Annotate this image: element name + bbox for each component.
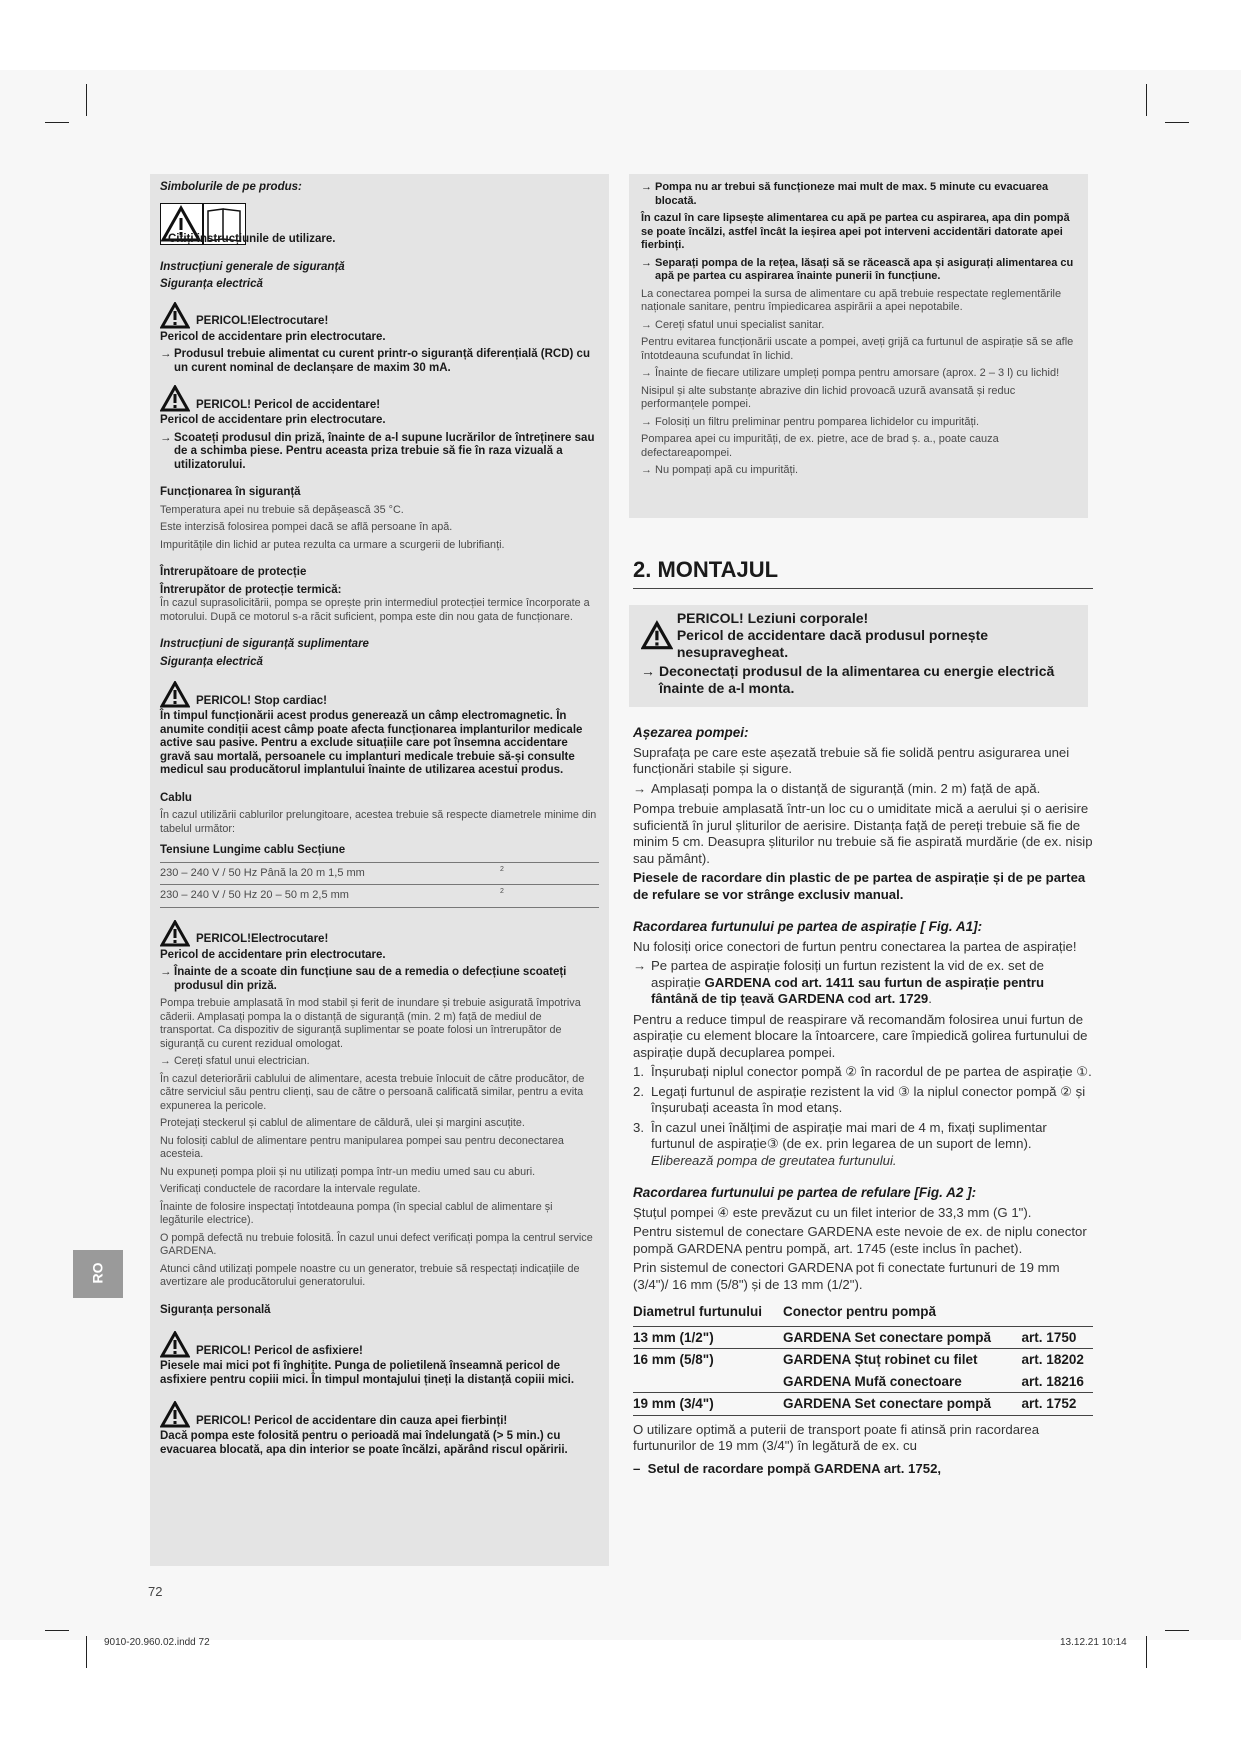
symbols-text: Citiți instrucțiunile de utilizare.: [168, 233, 336, 245]
text-italic: Eliberează pompa de greutatea furtunului.: [651, 1152, 897, 1168]
arrow-item-text: Deconectați produsul de la alimentarea cu energie electrică înainte de a-l monta.: [659, 663, 1055, 696]
warning-hot-water: [160, 1401, 599, 1428]
table-row: [633, 1326, 1093, 1349]
table-cell: art. 1750: [1022, 1326, 1093, 1349]
arrow-icon: →: [160, 348, 172, 360]
montaj-warning-box: [629, 605, 1088, 707]
safe-operation-heading: Funcționarea în siguranță: [160, 486, 301, 498]
crop-mark: [1165, 1630, 1189, 1631]
footer-filename: 9010-20.960.02.indd 72: [104, 1637, 210, 1648]
warning-triangle-icon: [160, 385, 190, 412]
paragraph: Înainte de folosire inspectați întotdeauna pompa (în special cablul de alimentare și legăturile electrice).: [160, 1200, 553, 1226]
arrow-icon: →: [641, 181, 652, 193]
warning-text: Piesele mai mici pot fi înghițite. Punga de polietilenă înseamnă pericol de asfixiere pentru copiii mici. În timpul montajului țineți la distanță copiii mici.: [160, 1360, 575, 1386]
language-label: RO: [89, 1262, 106, 1284]
paragraph: În cazul utilizării cablurilor prelungitoare, acestea trebuie să respecte diametrele minime din tabelul următor:: [160, 809, 597, 835]
arrow-item-text: Cereți sfatul unui electrician.: [174, 1055, 310, 1067]
suction-heading: Racordarea furtunului pe partea de aspirație [ Fig. A1]:: [633, 919, 983, 934]
paragraph: Impuritățile din lichid ar putea rezulta ca urmare a scurgerii de lubrifianți.: [160, 538, 505, 551]
text-bold: Setul de racordare pompă GARDENA art. 1752,: [647, 1460, 942, 1476]
switch-heading: Întrerupătoare de protecție: [160, 566, 307, 578]
table-cell: GARDENA Mufă conectoare: [783, 1371, 1022, 1393]
paragraph: Nu folosiți orice conectori de furtun pentru conectarea la partea de aspirație!: [633, 938, 1077, 954]
arrow-item: [641, 181, 1076, 208]
warning-title: PERICOL! Stop cardiac!: [196, 694, 327, 707]
paragraph: Protejați steckerul și cablul de alimentare de căldură, ulei și margini ascuțite.: [160, 1117, 525, 1129]
warning-triangle-icon: [160, 1401, 190, 1428]
right-safety-box: [629, 174, 1088, 518]
warning-asphyxia: [160, 1331, 599, 1358]
table-cell: 230 – 240 V / 50 Hz 20 – 50 m 2,5 mm: [160, 889, 349, 901]
arrow-item: [160, 432, 599, 473]
crop-mark: [86, 1636, 87, 1668]
warning-content: [677, 610, 1076, 661]
table-cell: GARDENA Ștuț robinet cu filet: [783, 1352, 978, 1367]
warning-title: PERICOL! Pericol de accidentare!: [196, 398, 381, 411]
general-heading: Instrucțiuni generale de siguranță: [160, 260, 345, 273]
table-cell: GARDENA Set conectare pompă: [783, 1326, 1022, 1349]
paragraph: În cazul deteriorării cablului de alimentare, acesta trebuie înlocuit de către producător, de către serviciul său pentru clienți, sau de către o persoană calificată similar, pentru a evita expunerea la pericole.: [160, 1072, 585, 1112]
section-title: 2. MONTAJUL: [633, 557, 1093, 589]
warning-title: PERICOL! Leziuni corporale!: [676, 610, 869, 626]
connector-table: [633, 1301, 1093, 1416]
table-header-cell: Diametrul furtunului: [633, 1301, 783, 1326]
table-row: [633, 1371, 1093, 1393]
arrow-item-text: Înainte de fiecare utilizare umpleți pompa pentru amorsare (aprox. 2 – 3 l) cu lichid!: [655, 367, 1060, 379]
table-header-cell: Conector pentru pompă: [783, 1301, 1093, 1326]
superscript: 2: [500, 865, 504, 873]
warning-text: Dacă pompa este folosită pentru o perioadă mai îndelungată (> 5 min.) cu evacuarea blocată, apa din interior se poate încălzi, apărând riscul opăririi.: [160, 1430, 568, 1456]
warning-row: [641, 610, 1076, 661]
arrow-item: [641, 416, 1076, 430]
numbered-step: 3. În cazul unei înălțimi de aspirație mai mari de 4 m, fixați suplimentar furtunul de aspirație③ (de ex. prin legarea de un suport de lemn). Eliberează pompa de greutatea furtunului.: [633, 1120, 1093, 1170]
table-cell: [633, 1371, 783, 1393]
cable-heading: Cablu: [160, 791, 192, 804]
paragraph: Pentru evitarea funcționării uscate a pompei, aveți grijă ca furtunul de aspirație să se afle întotdeauna scufundat în lichid.: [641, 336, 1074, 362]
personal-heading: Siguranța personală: [160, 1303, 271, 1316]
step-text: Înșurubați niplul conector pompă ② în racordul de pe partea de aspirație ①.: [651, 1064, 1092, 1079]
warning-electrocution-2: [160, 920, 599, 947]
arrow-item: [641, 663, 1076, 697]
arrow-item-text: Produsul trebuie alimentat cu curent printr-o siguranță diferențială (RCD) cu un curent nominal de declanșare de maxim 30 mA.: [174, 348, 590, 374]
arrow-icon: →: [641, 256, 652, 269]
paragraph: Verificați conductele de racordare la intervale regulate.: [160, 1183, 421, 1195]
table-cell: art. 18216: [1022, 1371, 1093, 1393]
warning-triangle-icon: [160, 681, 190, 708]
arrow-icon: →: [641, 415, 652, 428]
symbols-row: [160, 203, 599, 245]
crop-mark: [45, 122, 69, 123]
arrow-icon: →: [160, 966, 172, 978]
arrow-icon: →: [633, 958, 647, 973]
text: În cazul unei înălțimi de aspirație mai mari de 4 m, fixați suplimentar furtunul de aspirație③ (de ex. prin legarea de un suport de lemn).: [651, 1119, 1047, 1151]
paragraph: Pomparea apei cu impurități, de ex. pietre, ace de brad ș. a., poate cauza defectareapompei.: [641, 433, 999, 459]
paragraph: În cazul în care lipsește alimentarea cu apă pe partea cu aspirarea, apa din pompă se poate încălzi, astfel încât la ieșirea apei pot interveni accidentări datorate apei fierbinți.: [641, 212, 1070, 251]
warning-title: PERICOL! Pericol de asfixiere!: [196, 1344, 363, 1357]
arrow-item: [160, 1055, 599, 1069]
table-header-row: [633, 1301, 1093, 1326]
warning-title: PERICOL!Electrocutare!: [196, 315, 329, 327]
paragraph: Ștuțul pompei ④ este prevăzut cu un filet interior de 33,3 mm (G 1").: [633, 1204, 1032, 1220]
paragraph: Prin sistemul de conectori GARDENA pot fi conectate furtunuri de 19 mm (3/4")/ 16 mm (5/8") și de 13 mm (1/2").: [633, 1260, 1060, 1292]
arrow-item: [633, 958, 1093, 1008]
step-text: [651, 1120, 1093, 1170]
arrow-item-text: Scoateți produsul din priză, înainte de a-l supune lucrărilor de întreținere sau de a schimba piese. Pentru aceasta priza trebuie să fie în raza vizuală a utilizatorului.: [174, 431, 595, 471]
additional-electric-heading: Siguranța electrică: [160, 655, 263, 668]
warning-text: Pericol de accidentare prin electrocutare.: [160, 948, 386, 961]
paragraph: Nisipul și alte substanțe abrazive din lichid provoacă uzură avansată și reduc performanțele pompei.: [641, 384, 1016, 410]
arrow-item: [641, 464, 1076, 478]
paragraph: La conectarea pompei la sursa de alimentare cu apă trebuie respectate reglementările naționale sanitare, pentru împiedicarea aspirării a apei nepotabile.: [641, 287, 1062, 313]
numbered-step: 1. Înșurubați niplul conector pompă ② în racordul de pe partea de aspirație ①.: [633, 1064, 1092, 1079]
warning-triangle-icon: [641, 620, 673, 651]
text-bold: GARDENA cod art. 1411 sau furtun de aspirație pentru fântână de tip țeavă GARDENA cod art. 1729: [651, 974, 1045, 1006]
warning-cardiac: [160, 681, 599, 708]
arrow-item: [633, 781, 1093, 798]
arrow-item: [160, 966, 599, 993]
paragraph: Nu folosiți cablul de alimentare pentru manipularea pompei sau pentru deconectarea acesteia.: [160, 1134, 564, 1160]
arrow-icon: →: [641, 464, 652, 476]
table-cell: 13 mm (1/2"): [633, 1326, 783, 1349]
table-cell: 19 mm (3/4"): [633, 1393, 783, 1416]
place-heading: Așezarea pompei:: [633, 725, 749, 740]
warning-text: În timpul funcționării acest produs generează un câmp electromagnetic. În anumite condiții acest câmp poate afecta funcționarea implanturilor medicale active sau pasive. Pentru a exclude situațiile care pot însemna accidentare gravă sau mortală, persoanele cu implanturi medicale trebuie să-și consulte medicul sau producătorul implantului înainte de utilizarea acestui produs.: [160, 710, 583, 776]
paragraph: O pompă defectă nu trebuie folosită. În cazul unui defect verificați pompa la centrul service GARDENA.: [160, 1231, 593, 1257]
warning-electrocution-1: [160, 302, 599, 329]
table-cell: 230 – 240 V / 50 Hz Până la 20 m 1,5 mm: [160, 866, 365, 879]
paragraph: O utilizare optimă a puterii de transport poate fi atinsă prin racordarea furtunurilor de 19 mm (3/4") în legătură de ex. cu: [633, 1421, 1040, 1453]
paragraph: În cazul suprasolicitării, pompa se oprește prin intermediul protecției termice încorporate a motorului. După ce motorul s-a răcit suficient, pompa este din nou gata de funcționare.: [160, 597, 590, 623]
paragraph: Pentru sistemul de conectare GARDENA este nevoie de ex. de niplu conector pompă GARDENA pentru pompă, art. 1745 (este inclus în pachet).: [633, 1224, 1087, 1256]
footer-timestamp: 13.12.21 10:14: [1060, 1637, 1127, 1648]
arrow-icon: →: [160, 1055, 171, 1067]
arrow-item-text: Pompa nu ar trebui să funcționeze mai mult de max. 5 minute cu evacuarea blocată.: [655, 181, 1049, 207]
table-row: [633, 1393, 1093, 1416]
arrow-item-text: Nu pompați apă cu impurități.: [655, 464, 799, 476]
cable-table-header: Tensiune Lungime cablu Secțiune: [160, 844, 346, 856]
arrow-item-text: Înainte de a scoate din funcțiune sau de a remedia o defecțiune scoateți produsul din priză.: [174, 966, 567, 992]
paragraph: Pompa trebuie amplasată în mod stabil și ferit de inundare și trebuie asigurată împotriva căderii. Amplasați pompa la o distanță de siguranță (min. 2 m) față de mediul de transportat. Ca dispozitiv de siguranță suplimentar se poate folosi un întrerupător de siguranță cu curent rezidual omologat.: [160, 997, 581, 1050]
table-cell: GARDENA Set conectare pompă: [783, 1393, 1022, 1416]
warning-title: PERICOL! Pericol de accidentare din cauza apei fierbinți!: [196, 1414, 508, 1427]
crop-mark: [1165, 122, 1189, 123]
table-row: [633, 1349, 1093, 1371]
step-text: Legați furtunul de aspirație rezistent la vid ③ la niplul conector pompă ② și înșurubați aceasta în mod etanș.: [651, 1083, 1086, 1115]
paragraph: Nu expuneți pompa ploii și nu utilizați pompa într-un mediu umed sau cu aburi.: [160, 1165, 536, 1178]
paragraph: Suprafața pe care este așezată trebuie să fie solidă pentru asigurarea unei funcționări stabile și sigure.: [633, 744, 1070, 776]
warning-title: PERICOL!Electrocutare!: [196, 933, 329, 945]
warning-text: Pericol de accidentare prin electrocutare.: [160, 414, 386, 426]
symbols-heading: Simbolurile de pe produs:: [160, 181, 302, 193]
paragraph-bold: Piesele de racordare din plastic de pe partea de aspirație și de pe partea de refulare se vor strânge exclusiv manual.: [633, 870, 1086, 902]
superscript: 2: [500, 888, 504, 895]
text: Pe partea de aspirație folosiți un furtun rezistent la vid de ex. set de aspirație: [651, 958, 1044, 990]
table-cell: art. 18202: [1021, 1352, 1084, 1367]
arrow-item-text: Amplasați pompa la o distanță de siguranță (min. 2 m) față de apă.: [651, 780, 1041, 796]
language-tab: [73, 1250, 123, 1298]
paragraph: Pompa trebuie amplasată într-un loc cu o umiditate mică a aerului și o aerisire suficientă în jurul șliturilor de aerisire. Distanța față de pereți trebuie să fie de minim 5 cm. Deasupra șliturilor nu trebuie să fie aspirată murdărie (de ex. nisip sau pământ).: [633, 801, 1093, 866]
warning-triangle-icon: [160, 302, 190, 329]
paragraph: Este interzisă folosirea pompei dacă se află persoane în apă.: [160, 521, 453, 533]
safety-column: [150, 174, 609, 1566]
arrow-item-text: Folosiți un filtru preliminar pentru pomparea lichidelor cu impurități.: [655, 415, 980, 428]
arrow-item: [641, 319, 1076, 333]
crop-mark: [86, 84, 87, 116]
warning-text: Pericol de accidentare prin electrocutare.: [160, 330, 386, 343]
arrow-icon: →: [641, 663, 655, 679]
arrow-icon: →: [641, 318, 652, 331]
warning-triangle-icon: [160, 1331, 190, 1358]
arrow-item: [160, 348, 599, 375]
crop-mark: [1146, 84, 1147, 116]
thermal-heading: Întrerupător de protecție termică:: [160, 583, 342, 596]
paragraph: Pentru a reduce timpul de reaspirare vă recomandăm folosirea unui furtun de aspirație cu element blocare la întoarcere, care împiedică golirea furtunului de aspirație după decuplarea pompei.: [633, 1011, 1088, 1060]
paragraph-bold: – Setul de racordare pompă GARDENA art. 1752,: [633, 1460, 942, 1476]
table-cell: 16 mm (5/8"): [633, 1352, 714, 1367]
cable-table-row: [160, 884, 599, 908]
arrow-icon: →: [641, 367, 652, 379]
page-number: 72: [148, 1584, 163, 1599]
warning-accident: [160, 385, 599, 412]
arrow-item: [641, 367, 1076, 381]
cable-table-row: [160, 862, 599, 885]
table-cell: art. 1752: [1022, 1393, 1093, 1416]
arrow-item: [641, 257, 1076, 284]
arrow-item-text: Cereți sfatul unui specialist sanitar.: [655, 318, 825, 331]
montaj-body: [633, 725, 1093, 1480]
arrow-item-text: Separați pompa de la rețea, lăsați să se răcească apa și asigurați alimentarea cu apă pe partea cu aspirarea înainte punerii în funcțiune.: [655, 256, 1074, 282]
paragraph: Temperatura apei nu trebuie să depășească 35 °C.: [160, 503, 404, 516]
paragraph: Atunci când utilizați pompele noastre cu un generator, trebuie să respectați indicațiile de avertizare ale producătorului generatorului.: [160, 1262, 580, 1288]
crop-mark: [45, 1630, 69, 1631]
warning-triangle-icon: [160, 920, 190, 947]
crop-mark: [1146, 1636, 1147, 1668]
arrow-icon: →: [633, 780, 647, 796]
warning-text: Pericol de accidentare dacă produsul pornește nesupravegheat.: [676, 627, 989, 660]
numbered-step: 2. Legați furtunul de aspirație rezistent la vid ③ la niplul conector pompă ② și înșurubați aceasta în mod etanș.: [633, 1084, 1093, 1117]
additional-heading: Instrucțiuni de siguranță suplimentare: [160, 638, 369, 650]
arrow-item-text: Pe partea de aspirație folosiți un furtun rezistent la vid de ex. set de aspirație GARDENA cod art. 1411 sau furtun de aspirație pentru fântână de tip țeavă GARDENA cod art. 1729.: [651, 958, 1045, 1006]
discharge-heading: Racordarea furtunului pe partea de refulare [Fig. A2 ]:: [633, 1185, 977, 1200]
electric-heading: Siguranța electrică: [160, 278, 263, 290]
arrow-icon: →: [160, 431, 172, 444]
